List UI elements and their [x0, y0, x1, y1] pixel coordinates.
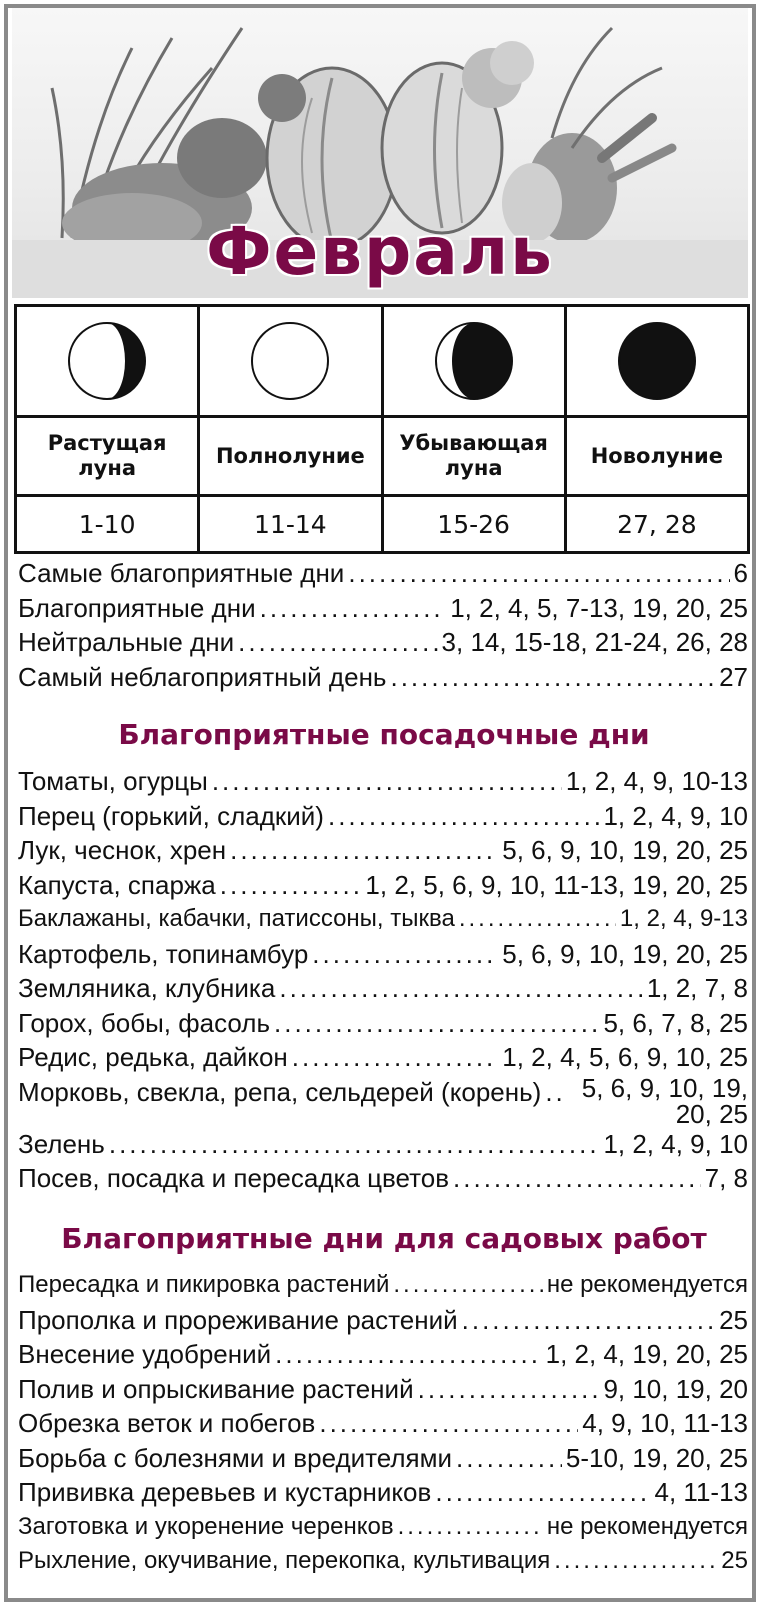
item-value: 27: [719, 661, 748, 692]
leader-dots: [418, 1372, 600, 1407]
waning-moon-icon: [433, 320, 515, 402]
day-categories-list: [18, 556, 748, 694]
leader-dots: [393, 1268, 542, 1303]
item-value: 1, 2, 4, 5, 6, 9, 10, 25: [502, 1042, 748, 1072]
list-item: [18, 1072, 748, 1129]
list-item: [18, 1127, 748, 1162]
item-value: 4, 11-13: [654, 1477, 748, 1507]
item-value: 5, 6, 7, 8, 25: [603, 1007, 748, 1038]
leader-dots: [275, 1337, 541, 1372]
leader-dots: [109, 1127, 600, 1162]
list-item: [18, 799, 748, 834]
item-value: 3, 14, 15-18, 21-24, 26, 28: [441, 627, 748, 657]
item-label: Редис, редька, дайкон: [18, 1042, 288, 1072]
item-label: Борьба с болезнями и вредителями: [18, 1442, 453, 1473]
item-value: 5, 6, 9, 10, 19, 20, 25: [581, 1072, 748, 1129]
item-value: 5, 6, 9, 10, 19, 20, 25: [502, 835, 748, 865]
item-value: 5-10, 19, 20, 25: [565, 1442, 748, 1473]
moon-phase-name: Полнолуние: [199, 417, 382, 496]
item-value: 5, 6, 9, 10, 19, 20, 25: [502, 938, 748, 969]
garden-works-list: [18, 1268, 748, 1579]
leader-dots: [319, 1406, 578, 1441]
list-item: [18, 1475, 748, 1510]
full-moon-icon: [249, 320, 331, 402]
item-label: Прополка и прореживание растений: [18, 1304, 458, 1335]
item-value: не рекомендуется: [546, 1271, 748, 1298]
item-value: 1, 2, 4, 9-13: [619, 905, 748, 932]
leader-dots: [348, 556, 729, 591]
moon-name-row: [16, 417, 749, 496]
item-value: 7, 8: [704, 1163, 748, 1193]
item-label: Горох, бобы, фасоль: [18, 1007, 271, 1038]
full-moon-cell: [199, 306, 382, 417]
item-value: 4, 9, 10, 11-13: [582, 1408, 748, 1438]
item-label: Посев, посадка и пересадка цветов: [18, 1163, 450, 1193]
list-item: [18, 1268, 748, 1303]
waning-moon-cell: [382, 306, 565, 417]
item-value: 1, 2, 5, 6, 9, 10, 11-13, 19, 20, 25: [365, 869, 748, 900]
item-label: Благоприятные дни: [18, 592, 256, 623]
list-item: [18, 902, 748, 937]
leader-dots: [459, 902, 616, 937]
item-label: Томаты, огурцы: [18, 766, 208, 796]
leader-dots: [279, 971, 642, 1006]
list-item: [18, 660, 748, 695]
list-item: [18, 1544, 748, 1579]
item-label: Капуста, спаржа: [18, 869, 216, 900]
item-label: Нейтральные дни: [18, 627, 235, 657]
leader-dots: [274, 1006, 599, 1041]
item-value: 25: [721, 1547, 748, 1574]
list-item: [18, 764, 748, 799]
moon-dates-row: [16, 496, 749, 553]
item-value: 1, 2, 4, 5, 7-13, 19, 20, 25: [450, 592, 748, 623]
list-item: [18, 971, 748, 1006]
waxing-moon-cell: [16, 306, 199, 417]
moon-phase-dates: 11-14: [199, 496, 382, 553]
list-item: [18, 1372, 748, 1407]
item-value: 1, 2, 7, 8: [646, 973, 748, 1003]
list-item: [18, 833, 748, 868]
item-label: Самые благоприятные дни: [18, 558, 345, 588]
leader-dots: [456, 1441, 562, 1476]
leader-dots: [554, 1544, 717, 1579]
item-label: Баклажаны, кабачки, патиссоны, тыква: [18, 905, 455, 932]
item-value: 1, 2, 4, 9, 10-13: [565, 766, 748, 796]
item-label: Обрезка веток и побегов: [18, 1408, 316, 1438]
moon-icon-row: [16, 306, 749, 417]
item-label: Земляника, клубника: [18, 973, 276, 1003]
list-item: [18, 1161, 748, 1196]
item-label: Внесение удобрений: [18, 1339, 272, 1369]
list-item: [18, 868, 748, 903]
moon-phase-name: Убывающая луна: [382, 417, 565, 496]
leader-dots: [220, 868, 362, 903]
leader-dots: [462, 1303, 715, 1338]
leader-dots: [398, 1510, 543, 1545]
moon-phase-table: [14, 304, 750, 554]
leader-dots: [292, 1040, 498, 1075]
list-item: [18, 1006, 748, 1041]
item-value: 1, 2, 4, 9, 10: [603, 1128, 748, 1159]
waxing-moon-icon: [66, 320, 148, 402]
item-label: Лук, чеснок, хрен: [18, 835, 227, 865]
vegetables-header-image: [12, 8, 748, 298]
leader-dots: [328, 799, 599, 834]
leader-dots: [312, 937, 498, 972]
item-value: 1, 2, 4, 19, 20, 25: [545, 1339, 748, 1369]
list-item: [18, 1510, 748, 1545]
list-item: [18, 591, 748, 626]
moon-phase-name: Растущая луна: [16, 417, 199, 496]
planting-list: [18, 764, 748, 1196]
leader-dots: [435, 1475, 650, 1510]
item-value: не рекомендуется: [546, 1512, 748, 1540]
leader-dots: [260, 591, 447, 626]
item-label: Самый неблагоприятный день: [18, 661, 387, 692]
item-label: Рыхление, окучивание, перекопка, культивация: [18, 1547, 551, 1574]
list-item: [18, 1303, 748, 1338]
leader-dots: [230, 833, 498, 868]
new-moon-cell: [565, 306, 748, 417]
item-label: Пересадка и пикировка растений: [18, 1271, 390, 1298]
list-item: [18, 1040, 748, 1075]
item-value: 1, 2, 4, 9, 10: [603, 800, 748, 831]
item-label: Морковь, свекла, репа, сельдерей (корень): [18, 1076, 542, 1107]
garden-heading: Благоприятные дни для садовых работ: [61, 1222, 707, 1255]
item-label: Зелень: [18, 1128, 105, 1159]
item-label: Перец (горький, сладкий): [18, 800, 324, 831]
moon-phase-dates: 1-10: [16, 496, 199, 553]
page-title: Февраль: [206, 213, 554, 290]
moon-phase-dates: 15-26: [382, 496, 565, 553]
item-label: Картофель, топинамбур: [18, 938, 309, 969]
item-value: 9, 10, 19, 20: [603, 1373, 748, 1404]
item-value: 25: [719, 1304, 748, 1335]
item-label: Заготовка и укоренение черенков: [18, 1512, 394, 1540]
leader-dots: [390, 660, 715, 695]
moon-phase-dates: 27, 28: [565, 496, 748, 553]
list-item: [18, 937, 748, 972]
list-item: [18, 556, 748, 591]
moon-phase-name: Новолуние: [565, 417, 748, 496]
list-item: [18, 1441, 748, 1476]
item-value: 6: [733, 558, 748, 588]
new-moon-icon: [616, 320, 698, 402]
list-item: [18, 1337, 748, 1372]
leader-dots: [453, 1161, 701, 1196]
item-label: Прививка деревьев и кустарников: [18, 1477, 432, 1507]
planting-heading: Благоприятные посадочные дни: [118, 718, 650, 751]
leader-dots: [238, 625, 437, 660]
item-label: Полив и опрыскивание растений: [18, 1373, 414, 1404]
list-item: [18, 625, 748, 660]
leader-dots: [545, 1075, 564, 1110]
leader-dots: [212, 764, 562, 799]
list-item: [18, 1406, 748, 1441]
